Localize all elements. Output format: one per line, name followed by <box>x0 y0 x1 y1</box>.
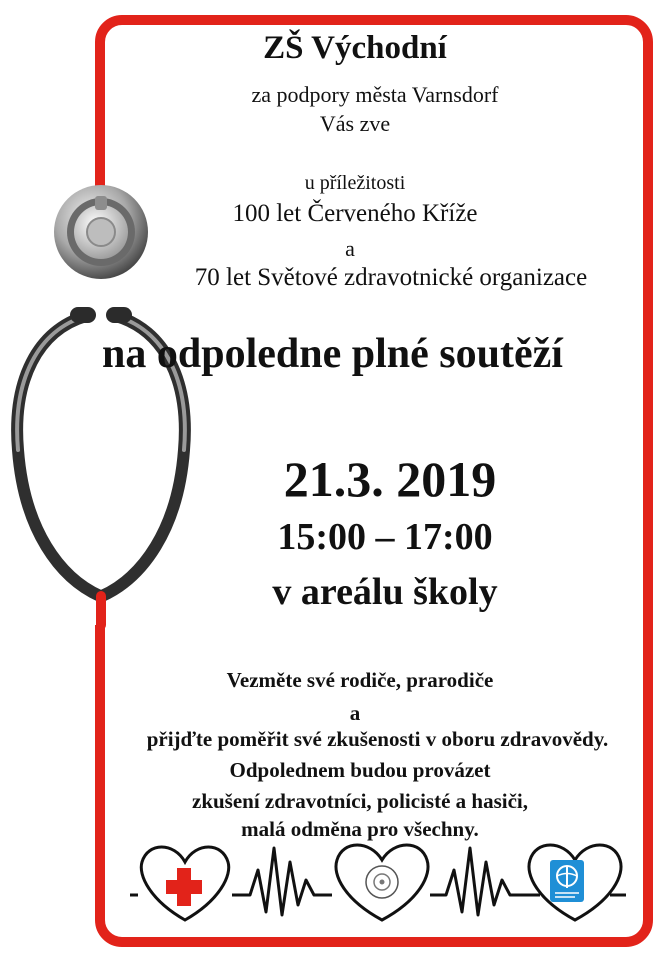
invitation-line-2: a <box>349 701 361 725</box>
invitation-line-1: Vezměte své rodiče, prarodiče <box>226 668 494 692</box>
invitation-line-4: Odpolednem budou provázet <box>229 758 491 782</box>
occasion-conjunction: a <box>345 236 355 261</box>
heart-red-cross-icon <box>141 847 228 920</box>
heart-who-logo-icon <box>529 845 621 920</box>
heart-emblem-icon <box>336 845 428 920</box>
anniversary-who: 70 let Světové zdravotnické organizace <box>194 264 588 291</box>
invites-line: Vás zve <box>319 111 391 136</box>
support-line: za podpory města Varnsdorf <box>251 82 499 107</box>
school-name: ZŠ Východní <box>263 30 447 66</box>
event-place: v areálu školy <box>272 571 498 613</box>
headline: na odpoledne plné soutěží <box>102 331 563 377</box>
event-date: 21.3. 2019 <box>283 451 497 507</box>
occasion-intro: u příležitosti <box>304 172 406 194</box>
anniversary-red-cross: 100 let Červeného Kříže <box>232 200 478 227</box>
stethoscope-chestpiece-icon <box>54 185 148 279</box>
invitation-line-3: přijďte poměřit své zkušenosti v oboru zdravovědy. <box>146 727 609 751</box>
invitation-line-6: malá odměna pro všechny. <box>241 817 479 841</box>
invitation-line-5: zkušení zdravotníci, policisté a hasiči, <box>192 789 528 813</box>
event-time: 15:00 – 17:00 <box>277 516 493 558</box>
